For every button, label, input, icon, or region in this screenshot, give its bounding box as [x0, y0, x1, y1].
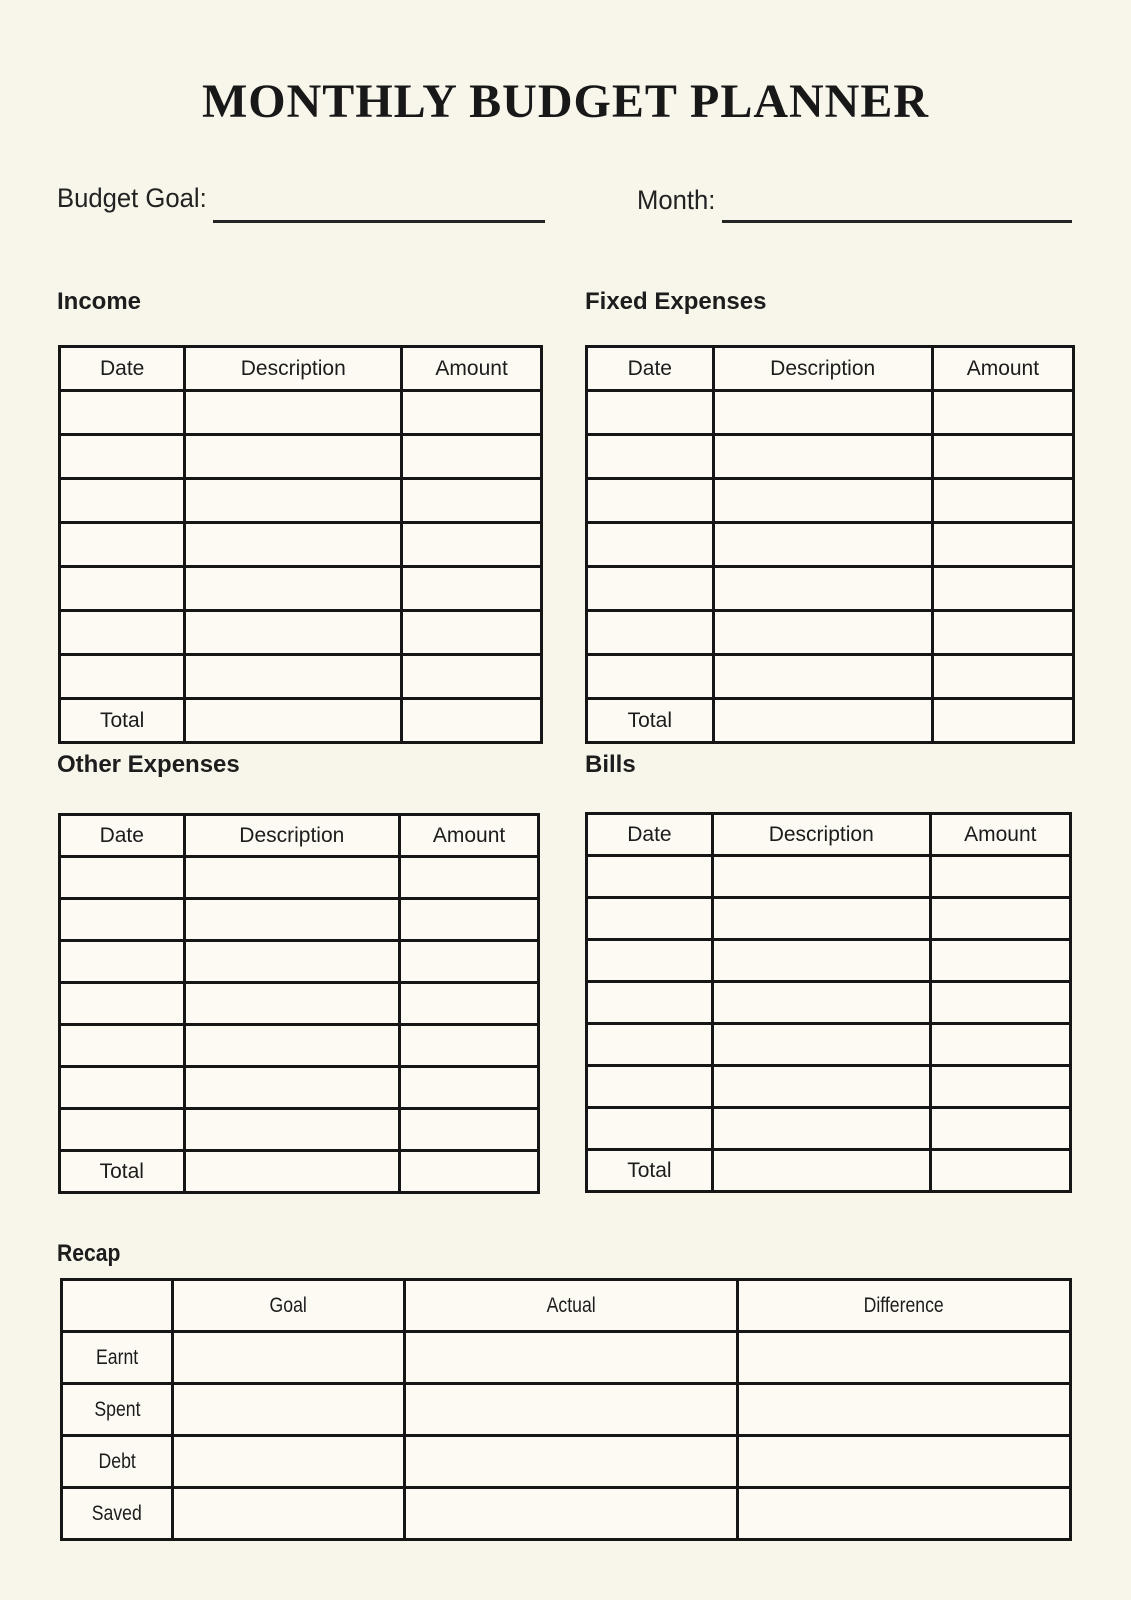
- blank-entry-row: [587, 1024, 1071, 1066]
- blank-entry-cell[interactable]: [402, 523, 542, 567]
- blank-entry-cell[interactable]: [184, 857, 400, 899]
- recap-row-label: Spent: [62, 1384, 173, 1436]
- blank-entry-cell[interactable]: [185, 479, 402, 523]
- blank-entry-cell[interactable]: [587, 479, 714, 523]
- blank-entry-cell[interactable]: [402, 655, 542, 699]
- recap-corner-cell: [62, 1280, 173, 1332]
- blank-entry-cell[interactable]: [184, 1025, 400, 1067]
- table-header-row: [60, 815, 539, 857]
- recap-actual-cell[interactable]: [405, 1436, 738, 1488]
- blank-entry-cell[interactable]: [930, 1024, 1070, 1066]
- blank-entry-cell[interactable]: [185, 391, 402, 435]
- bills-table: [585, 812, 1072, 1193]
- blank-entry-row: [587, 523, 1074, 567]
- other-expenses-section-title: Other Expenses: [57, 751, 240, 778]
- recap-section-title: Recap: [57, 1240, 121, 1267]
- table-header-row: [587, 814, 1071, 856]
- column-header-description: Description: [184, 815, 400, 857]
- blank-entry-cell[interactable]: [712, 1108, 930, 1150]
- blank-entry-cell[interactable]: [60, 391, 185, 435]
- recap-header-row: [62, 1280, 1071, 1332]
- blank-entry-cell[interactable]: [587, 391, 714, 435]
- recap-row-debt: [62, 1436, 1071, 1488]
- blank-entry-cell[interactable]: [400, 983, 539, 1025]
- blank-entry-cell[interactable]: [587, 898, 713, 940]
- total-description-cell[interactable]: [713, 699, 932, 743]
- recap-goal-cell[interactable]: [172, 1384, 404, 1436]
- blank-entry-cell[interactable]: [713, 523, 932, 567]
- blank-entry-cell[interactable]: [60, 1109, 185, 1151]
- blank-entry-cell[interactable]: [932, 655, 1073, 699]
- recap-row-label: Saved: [62, 1488, 173, 1540]
- recap-goal-cell[interactable]: [172, 1488, 404, 1540]
- blank-entry-cell[interactable]: [930, 856, 1070, 898]
- month-label: Month:: [637, 185, 716, 215]
- blank-entry-cell[interactable]: [932, 611, 1073, 655]
- column-header-amount: Amount: [402, 347, 542, 391]
- recap-actual-cell[interactable]: [405, 1384, 738, 1436]
- total-description-cell[interactable]: [712, 1150, 930, 1192]
- column-header-date: Date: [587, 814, 713, 856]
- blank-entry-cell[interactable]: [60, 857, 185, 899]
- fixed-expenses-section-title: Fixed Expenses: [585, 288, 767, 315]
- blank-entry-row: [587, 898, 1071, 940]
- blank-entry-cell[interactable]: [712, 940, 930, 982]
- blank-entry-cell[interactable]: [587, 1024, 713, 1066]
- total-row: [587, 699, 1074, 743]
- column-header-date: Date: [587, 347, 714, 391]
- total-row: [60, 1151, 539, 1193]
- blank-entry-row: [587, 856, 1071, 898]
- blank-entry-cell[interactable]: [930, 1066, 1070, 1108]
- blank-entry-cell[interactable]: [400, 857, 539, 899]
- blank-entry-cell[interactable]: [402, 479, 542, 523]
- recap-goal-cell[interactable]: [172, 1332, 404, 1384]
- blank-entry-row: [587, 940, 1071, 982]
- blank-entry-cell[interactable]: [184, 899, 400, 941]
- blank-entry-cell[interactable]: [712, 1024, 930, 1066]
- blank-entry-cell[interactable]: [932, 391, 1073, 435]
- table-header-row: [587, 347, 1074, 391]
- total-label: Total: [587, 699, 714, 743]
- blank-entry-cell[interactable]: [587, 982, 713, 1024]
- blank-entry-cell[interactable]: [400, 1109, 539, 1151]
- blank-entry-cell[interactable]: [587, 940, 713, 982]
- blank-entry-cell[interactable]: [400, 1025, 539, 1067]
- recap-row-label: Debt: [62, 1436, 173, 1488]
- blank-entry-row: [60, 1109, 539, 1151]
- recap-difference-cell[interactable]: [738, 1488, 1071, 1540]
- blank-entry-cell[interactable]: [713, 479, 932, 523]
- blank-entry-cell[interactable]: [60, 983, 185, 1025]
- total-amount-cell[interactable]: [402, 699, 542, 743]
- total-description-cell[interactable]: [185, 699, 402, 743]
- total-label: Total: [60, 699, 185, 743]
- blank-entry-cell[interactable]: [60, 523, 185, 567]
- recap-actual-cell[interactable]: [405, 1332, 738, 1384]
- budget-goal-input-line[interactable]: [213, 196, 545, 223]
- blank-entry-cell[interactable]: [60, 655, 185, 699]
- blank-entry-cell[interactable]: [400, 941, 539, 983]
- blank-entry-cell[interactable]: [60, 1067, 185, 1109]
- recap-difference-cell[interactable]: [738, 1384, 1071, 1436]
- blank-entry-cell[interactable]: [713, 611, 932, 655]
- income-table: [58, 345, 543, 744]
- blank-entry-row: [587, 391, 1074, 435]
- blank-entry-cell[interactable]: [402, 567, 542, 611]
- blank-entry-cell[interactable]: [184, 983, 400, 1025]
- blank-entry-cell[interactable]: [60, 611, 185, 655]
- blank-entry-cell[interactable]: [60, 479, 185, 523]
- blank-entry-cell[interactable]: [712, 982, 930, 1024]
- blank-entry-cell[interactable]: [712, 856, 930, 898]
- blank-entry-row: [60, 655, 542, 699]
- total-row: [587, 1150, 1071, 1192]
- blank-entry-cell[interactable]: [587, 856, 713, 898]
- blank-entry-cell[interactable]: [184, 1067, 400, 1109]
- blank-entry-row: [60, 983, 539, 1025]
- blank-entry-cell[interactable]: [587, 655, 714, 699]
- blank-entry-cell[interactable]: [930, 1108, 1070, 1150]
- blank-entry-cell[interactable]: [60, 899, 185, 941]
- blank-entry-row: [60, 391, 542, 435]
- blank-entry-row: [587, 982, 1071, 1024]
- blank-entry-cell[interactable]: [932, 567, 1073, 611]
- blank-entry-row: [60, 1067, 539, 1109]
- recap-difference-cell[interactable]: [738, 1332, 1071, 1384]
- column-header-date: Date: [60, 347, 185, 391]
- total-label: Total: [587, 1150, 713, 1192]
- page-title: MONTHLY BUDGET PLANNER: [202, 75, 929, 128]
- bills-section-title: Bills: [585, 751, 636, 778]
- blank-entry-row: [60, 567, 542, 611]
- recap-row-earnt: [62, 1332, 1071, 1384]
- blank-entry-cell[interactable]: [930, 898, 1070, 940]
- recap-table: [60, 1278, 1072, 1541]
- blank-entry-cell[interactable]: [930, 982, 1070, 1024]
- recap-actual-cell[interactable]: [405, 1488, 738, 1540]
- column-header-actual: Actual: [405, 1280, 738, 1332]
- column-header-goal: Goal: [172, 1280, 404, 1332]
- blank-entry-cell[interactable]: [185, 435, 402, 479]
- blank-entry-cell[interactable]: [402, 391, 542, 435]
- total-amount-cell[interactable]: [932, 699, 1073, 743]
- blank-entry-cell[interactable]: [185, 611, 402, 655]
- blank-entry-row: [587, 655, 1074, 699]
- recap-row-saved: [62, 1488, 1071, 1540]
- blank-entry-cell[interactable]: [587, 1066, 713, 1108]
- blank-entry-row: [60, 899, 539, 941]
- blank-entry-row: [60, 523, 542, 567]
- other-expenses-table: [58, 813, 540, 1194]
- blank-entry-cell[interactable]: [184, 941, 400, 983]
- fixed-expenses-table: [585, 345, 1075, 744]
- blank-entry-row: [60, 479, 542, 523]
- blank-entry-row: [60, 857, 539, 899]
- blank-entry-row: [60, 1025, 539, 1067]
- blank-entry-cell[interactable]: [712, 898, 930, 940]
- blank-entry-cell[interactable]: [402, 435, 542, 479]
- total-description-cell[interactable]: [184, 1151, 400, 1193]
- blank-entry-cell[interactable]: [712, 1066, 930, 1108]
- blank-entry-cell[interactable]: [60, 435, 185, 479]
- blank-entry-cell[interactable]: [400, 899, 539, 941]
- total-label: Total: [60, 1151, 185, 1193]
- blank-entry-cell[interactable]: [184, 1109, 400, 1151]
- blank-entry-cell[interactable]: [587, 611, 714, 655]
- blank-entry-cell[interactable]: [60, 941, 185, 983]
- blank-entry-cell[interactable]: [185, 523, 402, 567]
- blank-entry-cell[interactable]: [713, 391, 932, 435]
- blank-entry-cell[interactable]: [932, 523, 1073, 567]
- blank-entry-row: [587, 611, 1074, 655]
- blank-entry-cell[interactable]: [713, 435, 932, 479]
- blank-entry-cell[interactable]: [713, 655, 932, 699]
- blank-entry-cell[interactable]: [587, 435, 714, 479]
- blank-entry-cell[interactable]: [587, 1108, 713, 1150]
- blank-entry-cell[interactable]: [185, 567, 402, 611]
- column-header-date: Date: [60, 815, 185, 857]
- month-input-line[interactable]: [722, 196, 1072, 223]
- budget-goal-label: Budget Goal:: [57, 183, 207, 213]
- blank-entry-cell[interactable]: [930, 940, 1070, 982]
- recap-goal-cell[interactable]: [172, 1436, 404, 1488]
- blank-entry-row: [587, 567, 1074, 611]
- column-header-amount: Amount: [400, 815, 539, 857]
- blank-entry-cell[interactable]: [402, 611, 542, 655]
- recap-difference-cell[interactable]: [738, 1436, 1071, 1488]
- total-row: [60, 699, 542, 743]
- blank-entry-cell[interactable]: [400, 1067, 539, 1109]
- recap-row-spent: [62, 1384, 1071, 1436]
- blank-entry-row: [60, 941, 539, 983]
- column-header-amount: Amount: [930, 814, 1070, 856]
- blank-entry-row: [587, 1108, 1071, 1150]
- income-section-title: Income: [57, 288, 142, 315]
- recap-row-label: Earnt: [62, 1332, 173, 1384]
- blank-entry-cell[interactable]: [932, 479, 1073, 523]
- column-header-description: Description: [712, 814, 930, 856]
- blank-entry-row: [587, 1066, 1071, 1108]
- column-header-amount: Amount: [932, 347, 1073, 391]
- column-header-description: Description: [185, 347, 402, 391]
- blank-entry-cell[interactable]: [60, 1025, 185, 1067]
- column-header-description: Description: [713, 347, 932, 391]
- blank-entry-row: [60, 611, 542, 655]
- blank-entry-cell[interactable]: [932, 435, 1073, 479]
- table-header-row: [60, 347, 542, 391]
- blank-entry-row: [587, 435, 1074, 479]
- total-amount-cell[interactable]: [400, 1151, 539, 1193]
- blank-entry-cell[interactable]: [587, 567, 714, 611]
- blank-entry-row: [60, 435, 542, 479]
- blank-entry-row: [587, 479, 1074, 523]
- blank-entry-cell[interactable]: [185, 655, 402, 699]
- blank-entry-cell[interactable]: [713, 567, 932, 611]
- blank-entry-cell[interactable]: [60, 567, 185, 611]
- total-amount-cell[interactable]: [930, 1150, 1070, 1192]
- blank-entry-cell[interactable]: [587, 523, 714, 567]
- column-header-difference: Difference: [738, 1280, 1071, 1332]
